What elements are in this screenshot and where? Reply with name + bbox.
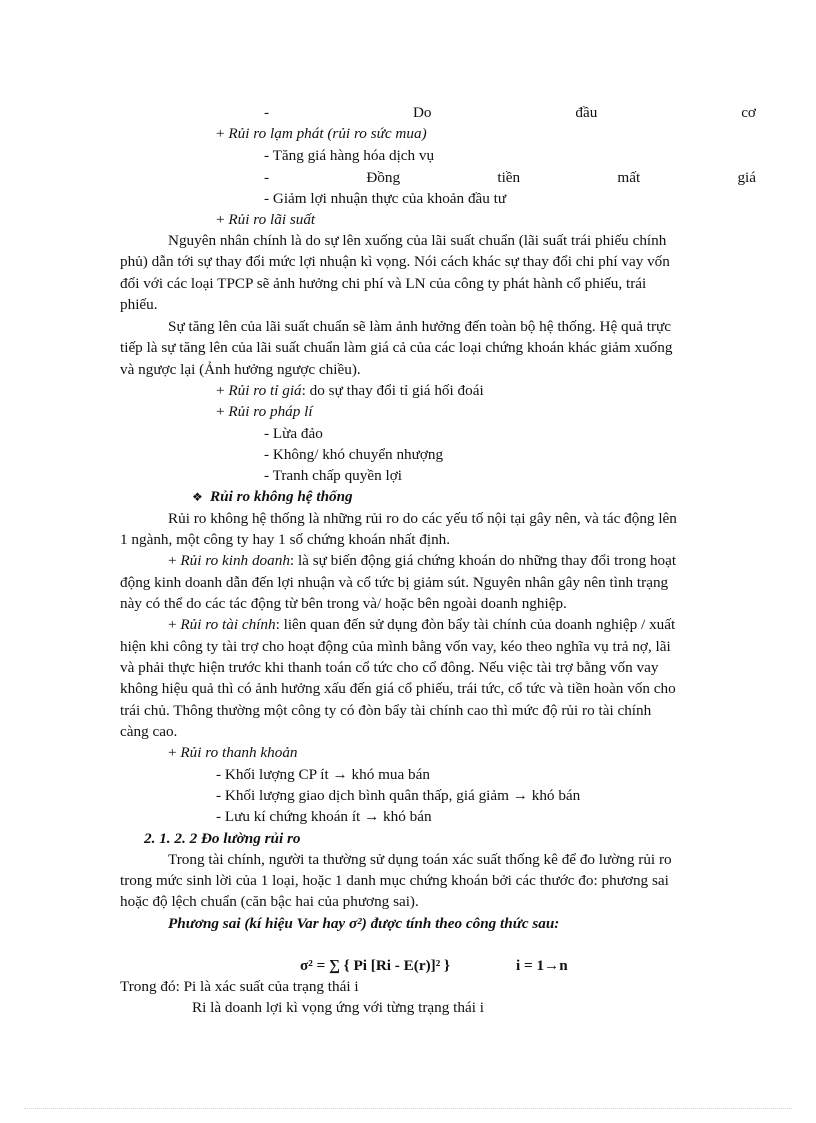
heading-thanh-khoan: + Rủi ro thanh khoản [168,744,298,761]
diamond-bullet-icon: ❖ [192,490,203,504]
paragraph-line: + Rủi ro tài chính: liên quan đến sử dụng đòn bẩy tài chính của doanh nghiệp / xuất [168,616,676,633]
list-item: - Khối lượng giao dịch bình quân thấp, giá giảm → khó bán [216,787,581,804]
paragraph-line: phủ) dẫn tới sự thay đổi mức lợi nhuận kì vọng. Nói cách khác sự thay đổi chi phí vay vốn [120,253,670,270]
paragraph-line: càng cao. [120,723,178,740]
section-heading-khong-he-thong: ❖ Rủi ro không hệ thống [192,486,353,508]
word: mất [617,169,641,186]
footer-divider [24,1108,792,1109]
paragraph-line: phiếu. [120,296,158,313]
paragraph-line: không hiệu quả thì có ảnh hưởng xấu đến giá cổ phiếu, trái tức, cổ tức và tiền hoàn vốn cho [120,680,676,697]
list-item: - Khối lượng CP ít → khó mua bán [216,766,430,783]
paragraph-line: này có thể do các tác động từ bên trong và/ hoặc bên ngoài doanh nghiệp. [120,595,567,612]
word: cơ [741,104,756,121]
paragraph-line: trong mức sinh lời của 1 loại, hoặc 1 danh mục chứng khoán bởi các thước đo: phương sai [120,872,669,889]
paragraph-line: Sự tăng lên của lãi suất chuẩn sẽ làm ảnh hưởng đến toàn bộ hệ thống. Hệ quả trực [168,318,671,335]
list-item: - Lưu kí chứng khoán ít → khó bán [216,808,432,825]
dash: - [264,169,270,186]
definition-line: Ri là doanh lợi kì vọng ứng với từng trạng thái i [192,999,484,1016]
list-item: - Lừa đảo [264,425,323,442]
word: đầu [575,104,598,121]
line-dong-tien-mat-gia [264,167,756,188]
heading-ti-gia: + Rủi ro tỉ giá: do sự thay đổi tỉ giá hối đoái [216,382,484,399]
section-heading-do-luong: 2. 1. 2. 2 Đo lường rủi ro [144,830,301,847]
paragraph-line: Rủi ro không hệ thống là những rủi ro do các yếu tố nội tại gây nên, và tác động lên [168,510,677,527]
formula-intro: Phương sai (kí hiệu Var hay σ²) được tính theo công thức sau: [168,915,560,932]
paragraph-line: tiếp là sự tăng lên của lãi suất chuẩn làm giá cả của các loại chứng khoán khác giảm xuống [120,339,673,356]
line-dau-co [264,102,756,123]
paragraph-line: và ngược lại (Ảnh hưởng ngược chiều). [120,361,361,378]
variance-formula: σ² = ∑ { Pi [Ri - E(r)]² } [300,957,451,974]
dash: - [264,104,270,121]
paragraph-line: 1 ngành, một công ty hay 1 số chứng khoán nhất định. [120,531,451,548]
paragraph-line: hiện khi công ty tài trợ cho hoạt động của mình bằng vốn vay, kéo theo nghĩa vụ trả nợ, lãi [120,638,671,655]
paragraph-line: Nguyên nhân chính là do sự lên xuống của lãi suất chuẩn (lãi suất trái phiếu chính [168,232,667,249]
heading-lai-suat: + Rủi ro lãi suất [216,211,316,228]
list-item: - Không/ khó chuyển nhượng [264,446,444,463]
list-item: - Tăng giá hàng hóa dịch vụ [264,147,435,164]
definition-line: Trong đó: Pi là xác suất của trạng thái i [120,978,359,995]
paragraph-line: đối với các loại TPCP sẽ ảnh hưởng chi phí và LN của công ty phát hành cổ phiếu, trái [120,275,647,292]
list-item: - Giảm lợi nhuận thực của khoản đầu tư [264,190,507,207]
paragraph-line: Trong tài chính, người ta thường sử dụng toán xác suất thống kê để đo lường rủi ro [168,851,672,868]
paragraph-line: hoặc độ lệch chuẩn (căn bậc hai của phương sai). [120,893,419,910]
word: tiền [497,169,521,186]
heading-lam-phat: + Rủi ro lạm phát (rủi ro sức mua) [216,125,427,142]
paragraph-line: và phải thực hiện trước khi thanh toán cổ tức cho cổ đông. Nếu việc tài trợ bằng vốn vay [120,659,659,676]
word: Đồng [366,169,401,186]
heading-phap-li: + Rủi ro pháp lí [216,403,313,420]
list-item: - Tranh chấp quyền lợi [264,467,402,484]
word: giá [737,169,756,186]
paragraph-line: động kinh doanh dẫn đến lợi nhuận và cổ tức bị giảm sút. Nguyên nhân gây nên tình trạng [120,574,669,591]
word: Do [412,104,432,121]
paragraph-line: trái chủ. Thông thường một công ty có đòn bẩy tài chính cao thì mức độ rủi ro tài chính [120,702,652,719]
paragraph-line: + Rủi ro kinh doanh: là sự biến động giá chứng khoán do những thay đổi trong hoạt [168,552,677,569]
formula-range: i = 1→n [516,957,568,974]
